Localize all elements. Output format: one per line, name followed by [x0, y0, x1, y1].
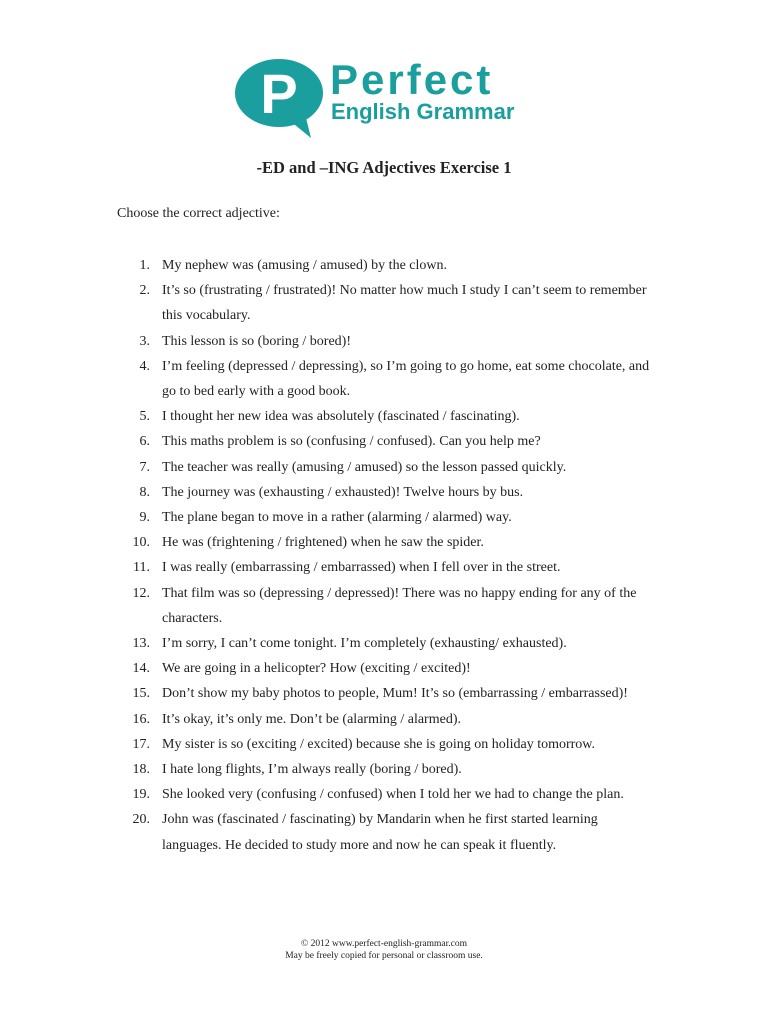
question-text: It’s so (frustrating / frustrated)! No matter how much I study I can’t seem to remember this vocabulary. — [162, 283, 647, 324]
question-number: 20. — [132, 812, 150, 828]
question-item — [0, 429, 768, 454]
question-text: He was (frightening / frightened) when he saw the spider. — [162, 535, 484, 551]
logo-letter: P — [260, 62, 298, 125]
question-number: 2. — [139, 283, 150, 299]
question-text: John was (fascinated / fascinating) by Mandarin when he first started learning languages. He decided to study more and now he can speak it fluently. — [162, 812, 598, 853]
question-item — [0, 707, 768, 732]
question-item — [0, 656, 768, 681]
question-text: I’m sorry, I can’t come tonight. I’m completely (exhausting/ exhausted). — [162, 636, 567, 652]
question-item — [0, 681, 768, 706]
question-number: 8. — [139, 484, 150, 500]
question-item — [0, 782, 768, 807]
question-item — [0, 505, 768, 530]
logo-word-perfect: Perfect — [330, 56, 494, 103]
question-item — [0, 581, 768, 631]
site-logo — [234, 58, 524, 140]
question-item — [0, 253, 768, 278]
question-text: I thought her new idea was absolutely (fascinated / fascinating). — [162, 409, 520, 425]
question-number: 18. — [132, 762, 150, 778]
exercise-title: -ED and –ING Adjectives Exercise 1 — [256, 158, 512, 178]
page-footer — [0, 938, 768, 962]
question-text: This lesson is so (boring / bored)! — [162, 333, 351, 349]
question-text: It’s okay, it’s only me. Don’t be (alarming / alarmed). — [162, 711, 461, 727]
question-text: She looked very (confusing / confused) when I told her we had to change the plan. — [162, 787, 624, 803]
question-number: 1. — [139, 258, 150, 273]
question-text: That film was so (depressing / depressed)! There was no happy ending for any of the characters. — [162, 585, 637, 626]
question-text: The teacher was really (amusing / amused) so the lesson passed quickly. — [162, 459, 567, 475]
question-number: 9. — [139, 510, 150, 526]
question-item — [0, 354, 768, 404]
question-item — [0, 530, 768, 555]
question-text: The plane began to move in a rather (alarming / alarmed) way. — [162, 510, 512, 526]
question-text: I hate long flights, I’m always really (boring / bored). — [162, 762, 462, 778]
question-item — [0, 807, 768, 857]
question-item — [0, 732, 768, 757]
question-number: 19. — [132, 787, 150, 803]
question-number: 17. — [132, 736, 150, 752]
question-number: 15. — [132, 686, 150, 702]
instructions-text: Choose the correct adjective: — [117, 206, 280, 221]
logo-word-english-grammar: English Grammar — [331, 99, 515, 124]
question-text: The journey was (exhausting / exhausted)! Twelve hours by bus. — [162, 484, 524, 500]
question-text: My nephew was (amusing / amused) by the clown. — [162, 258, 447, 273]
question-text: My sister is so (exciting / excited) because she is going on holiday tomorrow. — [162, 736, 596, 752]
question-item — [0, 480, 768, 505]
question-text: We are going in a helicopter? How (exciting / excited)! — [162, 661, 471, 677]
question-number: 16. — [132, 711, 150, 727]
question-item — [0, 555, 768, 580]
question-number: 6. — [139, 434, 150, 450]
question-item — [0, 278, 768, 328]
question-item — [0, 455, 768, 480]
question-number: 10. — [132, 535, 150, 551]
footer-license: May be freely copied for personal or classroom use. — [285, 951, 483, 961]
question-number: 11. — [133, 560, 150, 576]
speech-bubble-p-icon — [234, 58, 330, 140]
question-item — [0, 329, 768, 354]
question-text: Don’t show my baby photos to people, Mum! It’s so (embarrassing / embarrassed)! — [162, 686, 628, 702]
question-number: 12. — [132, 585, 150, 601]
question-number: 3. — [139, 333, 150, 349]
question-number: 5. — [139, 409, 150, 425]
question-text: This maths problem is so (confusing / confused). Can you help me? — [162, 434, 541, 450]
question-number: 7. — [139, 459, 150, 475]
question-item — [0, 404, 768, 429]
question-list — [0, 253, 768, 858]
question-number: 14. — [132, 661, 150, 677]
question-text: I was really (embarrassing / embarrassed) when I fell over in the street. — [162, 560, 561, 576]
question-item — [0, 757, 768, 782]
footer-copyright: © 2012 www.perfect-english-grammar.com — [301, 939, 467, 949]
question-number: 13. — [132, 636, 150, 652]
question-number: 4. — [139, 358, 150, 374]
question-text: I’m feeling (depressed / depressing), so I’m going to go home, eat some chocolate, and go to bed early with a good book. — [162, 358, 650, 400]
question-item — [0, 631, 768, 656]
